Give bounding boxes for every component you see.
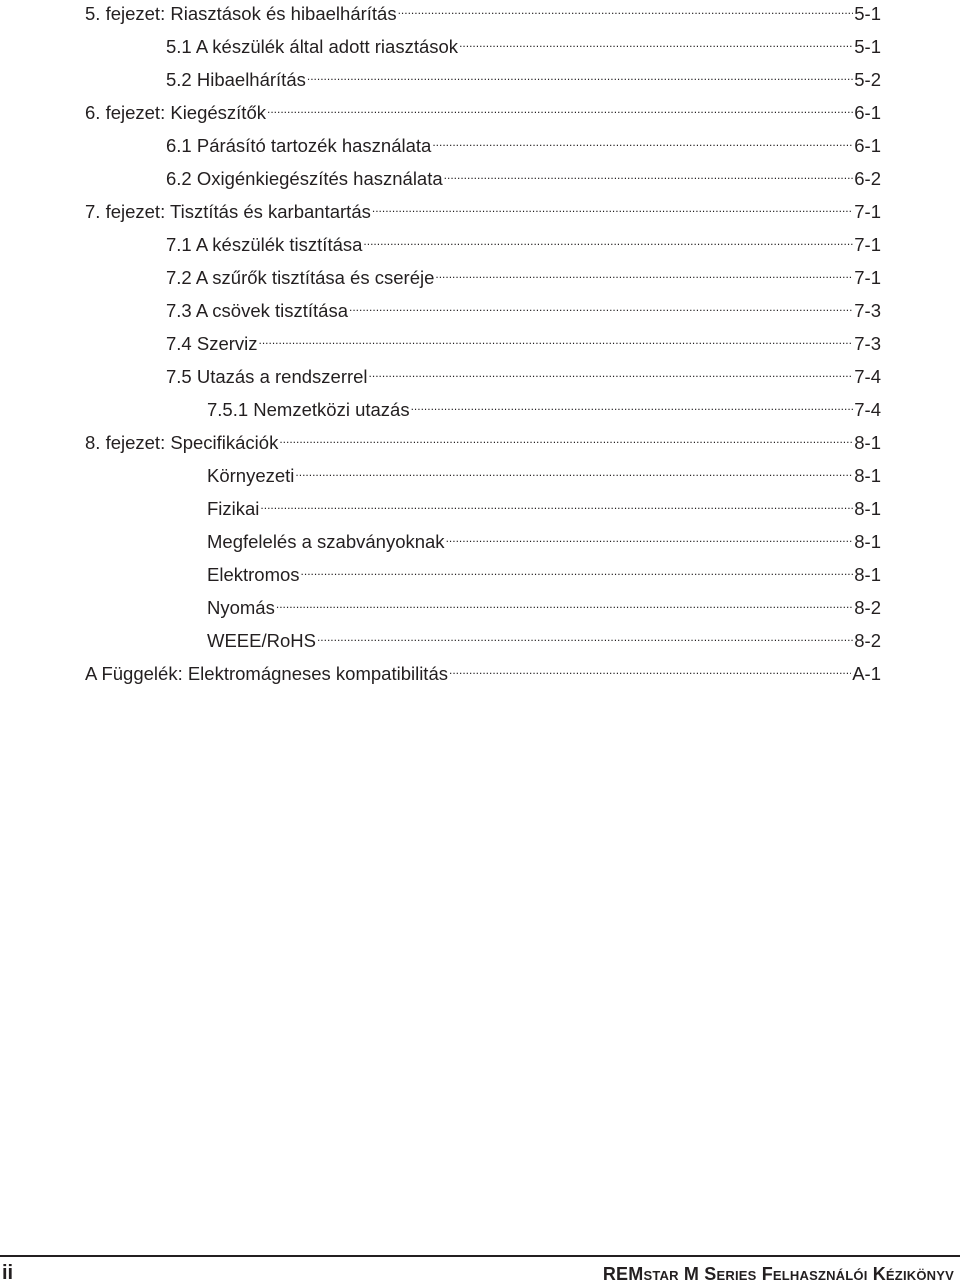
- toc-entry-electrical[interactable]: [207, 561, 881, 594]
- toc-entry-7-4[interactable]: [166, 330, 881, 363]
- toc-entry-pressure[interactable]: [207, 594, 881, 627]
- toc-entry-page: 6-2: [854, 168, 881, 189]
- dot-leader: [459, 33, 853, 53]
- toc-entry-page: 6-1: [854, 135, 881, 156]
- toc-entry-chapter-6[interactable]: [85, 99, 881, 132]
- toc-entry-page: 8-1: [854, 564, 881, 585]
- toc-entry-5-1[interactable]: [166, 33, 881, 66]
- dot-leader: [349, 297, 853, 317]
- dot-leader: [295, 462, 853, 482]
- toc-entry-label: 7.3 A csövek tisztítása: [166, 300, 349, 321]
- toc-entry-7-5-1[interactable]: [207, 396, 881, 429]
- toc-entry-page: 7-4: [854, 399, 881, 420]
- dot-leader: [301, 561, 854, 581]
- toc-entry-page: 7-4: [854, 366, 881, 387]
- toc-entry-6-1[interactable]: [166, 132, 881, 165]
- toc-entry-page: 7-1: [854, 234, 881, 255]
- toc-entry-appendix-a[interactable]: [85, 660, 881, 693]
- toc-entry-page: 5-1: [854, 3, 881, 24]
- toc-entry-page: 7-1: [854, 201, 881, 222]
- toc-entry-weee-rohs[interactable]: [207, 627, 881, 660]
- toc-entry-label: 5.2 Hibaelhárítás: [166, 69, 306, 90]
- toc-entry-label: 7.5.1 Nemzetközi utazás: [207, 399, 410, 420]
- dot-leader: [398, 0, 854, 20]
- dot-leader: [435, 264, 853, 284]
- dot-leader: [259, 330, 854, 350]
- dot-leader: [276, 594, 853, 614]
- dot-leader: [411, 396, 854, 416]
- toc-entry-label: Nyomás: [207, 597, 275, 618]
- toc-entry-label: 7. fejezet: Tisztítás és karbantartás: [85, 201, 371, 222]
- toc-entry-page: 8-2: [854, 630, 881, 651]
- toc-entry-label: WEEE/RoHS: [207, 630, 316, 651]
- footer-title: REMstar M Series Felhasználói Kézikönyv: [602, 1264, 954, 1284]
- toc-entry-page: 7-1: [854, 267, 881, 288]
- dot-leader: [317, 627, 853, 647]
- dot-leader: [449, 660, 851, 680]
- toc-entry-5-2[interactable]: [166, 66, 881, 99]
- toc-entry-chapter-8[interactable]: [85, 429, 881, 462]
- toc-entry-7-1[interactable]: [166, 231, 881, 264]
- toc-entry-page: 6-1: [854, 102, 881, 123]
- dot-leader: [369, 363, 854, 383]
- toc-entry-physical[interactable]: [207, 495, 881, 528]
- toc-entry-label: 5. fejezet: Riasztások és hibaelhárítás: [85, 3, 397, 24]
- dot-leader: [372, 198, 853, 218]
- toc-entry-page: 5-2: [854, 69, 881, 90]
- toc-entry-page: A-1: [852, 663, 881, 684]
- toc-entry-page: 8-1: [854, 432, 881, 453]
- toc-entry-page: 8-1: [854, 531, 881, 552]
- toc-entry-label: Megfelelés a szabványoknak: [207, 531, 445, 552]
- toc-entry-label: 5.1 A készülék által adott riasztások: [166, 36, 459, 57]
- toc-entry-label: A Függelék: Elektromágneses kompatibilitás: [85, 663, 448, 684]
- toc-entry-page: 8-1: [854, 465, 881, 486]
- footer-divider: [0, 1255, 960, 1257]
- toc-entry-page: 8-1: [854, 498, 881, 519]
- toc-entry-page: 7-3: [854, 300, 881, 321]
- toc-entry-label: 6.1 Párásító tartozék használata: [166, 135, 432, 156]
- toc-entry-6-2[interactable]: [166, 165, 881, 198]
- dot-leader: [279, 429, 853, 449]
- dot-leader: [432, 132, 853, 152]
- toc-entry-label: 7.5 Utazás a rendszerrel: [166, 366, 368, 387]
- toc-entry-label: 7.2 A szűrők tisztítása és cseréje: [166, 267, 435, 288]
- toc-entry-label: 7.1 A készülék tisztítása: [166, 234, 363, 255]
- dot-leader: [444, 165, 854, 185]
- toc-entry-7-3[interactable]: [166, 297, 881, 330]
- dot-leader: [446, 528, 854, 548]
- toc-entry-chapter-5[interactable]: [85, 0, 881, 33]
- toc-entry-environmental[interactable]: [207, 462, 881, 495]
- toc-entry-page: 5-1: [854, 36, 881, 57]
- toc-entry-label: 7.4 Szerviz: [166, 333, 258, 354]
- dot-leader: [267, 99, 853, 119]
- dot-leader: [363, 231, 853, 251]
- toc-entry-label: 6.2 Oxigénkiegészítés használata: [166, 168, 443, 189]
- dot-leader: [307, 66, 853, 86]
- toc-entry-label: 8. fejezet: Specifikációk: [85, 432, 279, 453]
- toc-entry-label: Környezeti: [207, 465, 295, 486]
- toc-entry-7-5[interactable]: [166, 363, 881, 396]
- toc-entry-label: Fizikai: [207, 498, 260, 519]
- toc-entry-label: 6. fejezet: Kiegészítők: [85, 102, 266, 123]
- dot-leader: [260, 495, 853, 515]
- toc-entry-standards[interactable]: [207, 528, 881, 561]
- toc-entry-label: Elektromos: [207, 564, 300, 585]
- footer-page-number: ii: [2, 1262, 14, 1284]
- toc-entry-page: 8-2: [854, 597, 881, 618]
- toc-entry-chapter-7[interactable]: [85, 198, 881, 231]
- toc-entry-page: 7-3: [854, 333, 881, 354]
- toc-entry-7-2[interactable]: [166, 264, 881, 297]
